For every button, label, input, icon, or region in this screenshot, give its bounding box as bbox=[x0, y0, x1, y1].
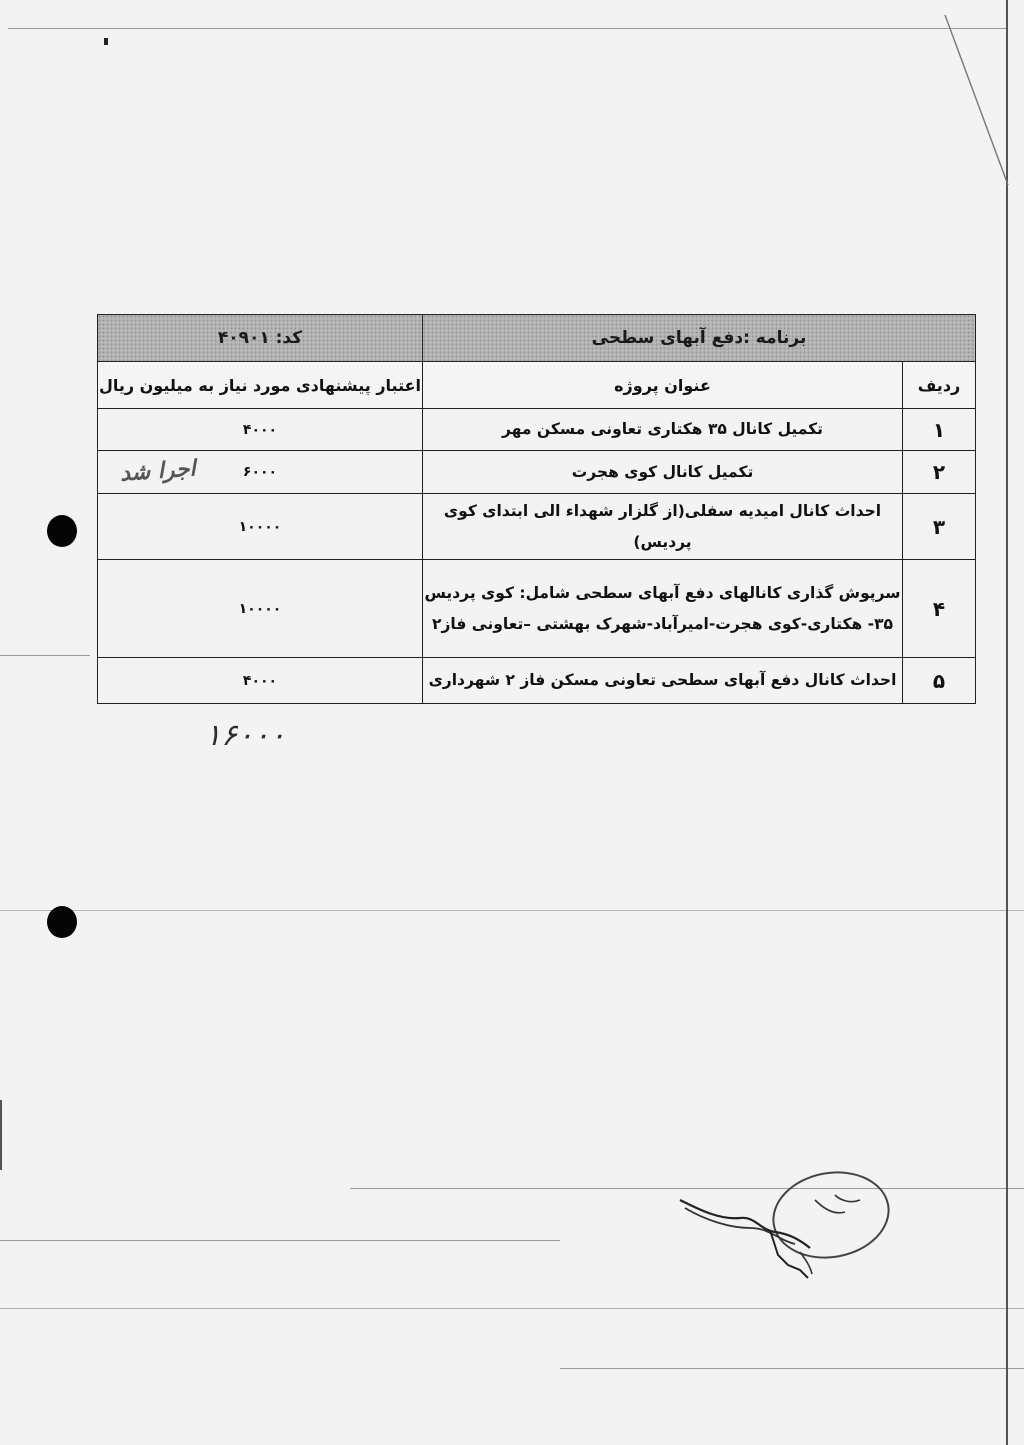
signature bbox=[660, 1170, 900, 1290]
punch-hole bbox=[47, 906, 77, 938]
table-row bbox=[98, 409, 976, 451]
credit-value: ۴۰۰۰ bbox=[98, 409, 423, 451]
handwritten-note: اجرا شد bbox=[119, 455, 197, 487]
credit-value: ۱۰۰۰۰ bbox=[98, 560, 423, 658]
handwritten-total: ۱۶۰۰۰ bbox=[205, 718, 286, 753]
column-header-row-number: ردیف bbox=[903, 362, 976, 409]
table-row bbox=[98, 560, 976, 658]
scan-edge-line bbox=[0, 1240, 560, 1241]
scan-diagonal-line bbox=[940, 0, 1020, 200]
column-header-credit: اعتبار پیشنهادی مورد نیاز به میلیون ریال bbox=[98, 362, 423, 409]
row-number: ۲ bbox=[903, 451, 976, 494]
program-row bbox=[98, 315, 976, 362]
row-number: ۳ bbox=[903, 494, 976, 560]
program-label: برنامه :دفع آبهای سطحی bbox=[423, 315, 976, 362]
project-title: تکمیل کانال ۳۵ هکتاری تعاونی مسکن مهر bbox=[423, 409, 903, 451]
credit-cell bbox=[98, 451, 423, 494]
scan-edge-line bbox=[0, 1308, 1024, 1309]
scan-edge-line bbox=[0, 910, 1024, 911]
project-title: تکمیل کانال کوی هجرت bbox=[423, 451, 903, 494]
header-row bbox=[98, 362, 976, 409]
scan-edge-line bbox=[0, 1100, 2, 1170]
table-row bbox=[98, 494, 976, 560]
scan-edge-line bbox=[1006, 0, 1008, 1445]
table-row bbox=[98, 451, 976, 494]
credit-value: ۱۰۰۰۰ bbox=[98, 494, 423, 560]
row-number: ۱ bbox=[903, 409, 976, 451]
credit-value: ۶۰۰۰ bbox=[242, 464, 278, 480]
project-title: احداث کانال دفع آبهای سطحی تعاونی مسکن فاز ۲ شهرداری bbox=[423, 658, 903, 704]
row-number: ۴ bbox=[903, 560, 976, 658]
code-label: کد: ۴۰۹۰۱ bbox=[98, 315, 423, 362]
table-row bbox=[98, 658, 976, 704]
punch-hole bbox=[47, 515, 77, 547]
scan-edge-line bbox=[8, 28, 1008, 29]
project-table bbox=[97, 314, 976, 704]
project-title: احداث کانال امیدیه سفلی(از گلزار شهداء الی ابتدای کوی پردیس) bbox=[423, 494, 903, 560]
row-number: ۵ bbox=[903, 658, 976, 704]
column-header-project-title: عنوان پروژه bbox=[423, 362, 903, 409]
credit-value: ۴۰۰۰ bbox=[98, 658, 423, 704]
scan-edge-line bbox=[560, 1368, 1024, 1369]
scan-speck bbox=[104, 38, 108, 45]
project-title: سرپوش گذاری کانالهای دفع آبهای سطحی شامل: کوی پردیس ۳۵- هکتاری-کوی هجرت-امیرآباد-شهرک بهشتی –تعاونی فاز۲ bbox=[423, 560, 903, 658]
scan-edge-line bbox=[0, 655, 90, 656]
